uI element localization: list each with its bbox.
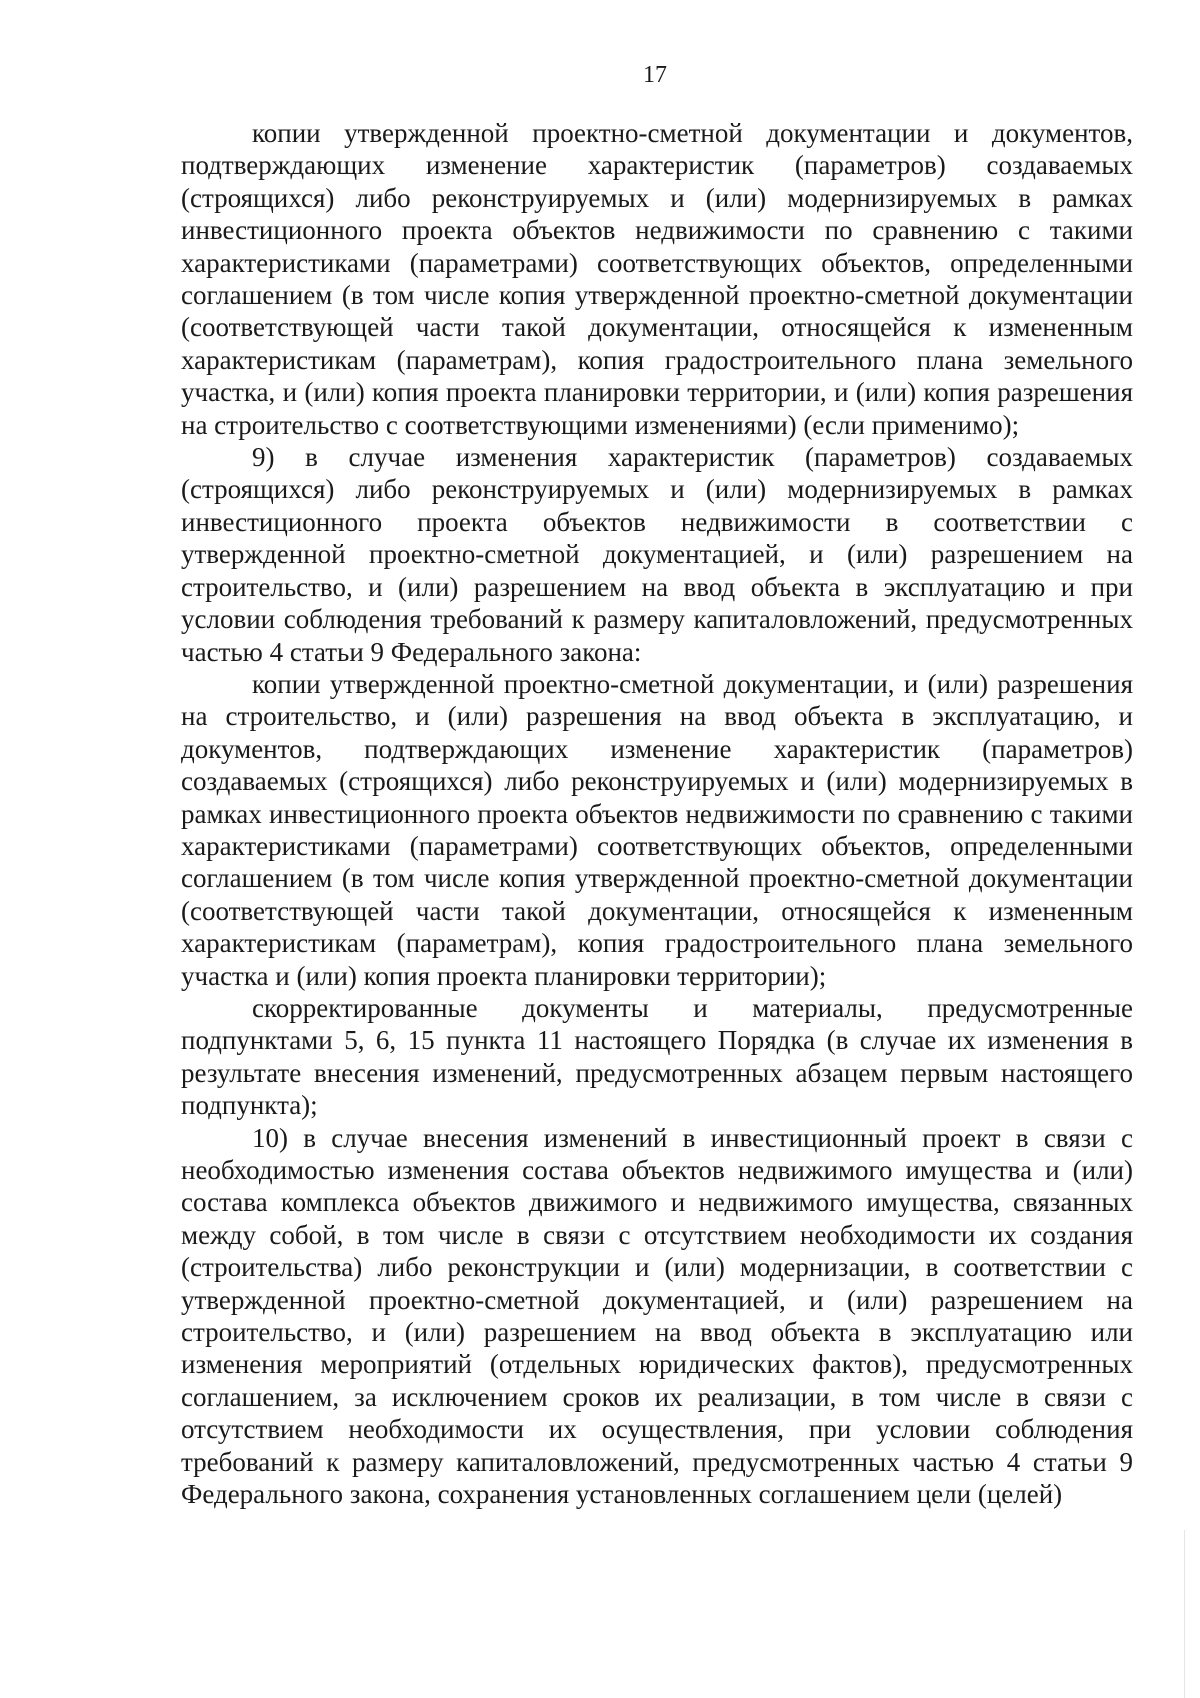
paragraph-item-10: 10) в случае внесения изменений в инвестиционный проект в связи с необходимостью изменения состава объектов недвижимого имущества и (или) состава комплекса объектов движимого и недвижимого имущества, связанных между собой, в том числе в связи с отсутствием необходимости их создания (строительства) либо реконструкции и (или) модернизации, в соответствии с утвержденной проектно-сметной документацией, и (или) разрешением на строительство, и (или) разрешением на ввод объекта в эксплуатацию или изменения мероприятий (отдельных юридических фактов), предусмотренных соглашением, за исключением сроков их реализации, в том числе в связи с отсутствием необходимости их осуществления, при условии соблюдения требований к размеру капиталовложений, предусмотренных частью 4 статьи 9 Федерального закона, сохранения установленных соглашением цели (целей) [181,1122,1133,1510]
paragraph-corrected-documents: скорректированные документы и материалы, предусмотренные подпунктами 5, 6, 15 пункта 11 настоящего Порядка (в случае их изменения в результате внесения изменений, предусмотренных абзацем первым настоящего подпункта); [181,992,1133,1121]
document-body [181,117,1133,1510]
paragraph-item-9: 9) в случае изменения характеристик (параметров) создаваемых (строящихся) либо реконструируемых и (или) модернизируемых в рамках инвестиционного проекта объектов недвижимости в соответствии с утвержденной проектно-сметной документацией, и (или) разрешением на строительство, и (или) разрешением на ввод объекта в эксплуатацию и при условии соблюдения требований к размеру капиталовложений, предусмотренных частью 4 статьи 9 Федерального закона: [181,442,1133,667]
paragraph-copies-permits: копии утвержденной проектно-сметной документации, и (или) разрешения на строительство, и (или) разрешения на ввод объекта в эксплуатацию, и документов, подтверждающих изменение характеристик (параметров) создаваемых (строящихся) либо реконструируемых и (или) модернизируемых в рамках инвестиционного проекта объектов недвижимости по сравнению с такими характеристиками (параметрами) соответствующих объектов, определенными соглашением (в том числе копия утвержденной проектно-сметной документации (соответствующей части такой документации, относящейся к измененным характеристикам (параметрам), копия градостроительного плана земельного участка и (или) копия проекта планировки территории); [181,668,1133,991]
scan-edge-line [1184,1530,1185,1698]
paragraph-copies-project-docs: копии утвержденной проектно-сметной документации и документов, подтверждающих изменение характеристик (параметров) создаваемых (строящихся) либо реконструируемых и (или) модернизируемых в рамках инвестиционного проекта объектов недвижимости по сравнению с такими характеристиками (параметрами) соответствующих объектов, определенными соглашением (в том числе копия утвержденной проектно-сметной документации (соответствующей части такой документации, относящейся к измененным характеристикам (параметрам), копия градостроительного плана земельного участка, и (или) копия проекта планировки территории, и (или) копия разрешения на строительство с соответствующими изменениями) (если применимо); [181,118,1133,440]
page-number: 17 [643,62,667,88]
